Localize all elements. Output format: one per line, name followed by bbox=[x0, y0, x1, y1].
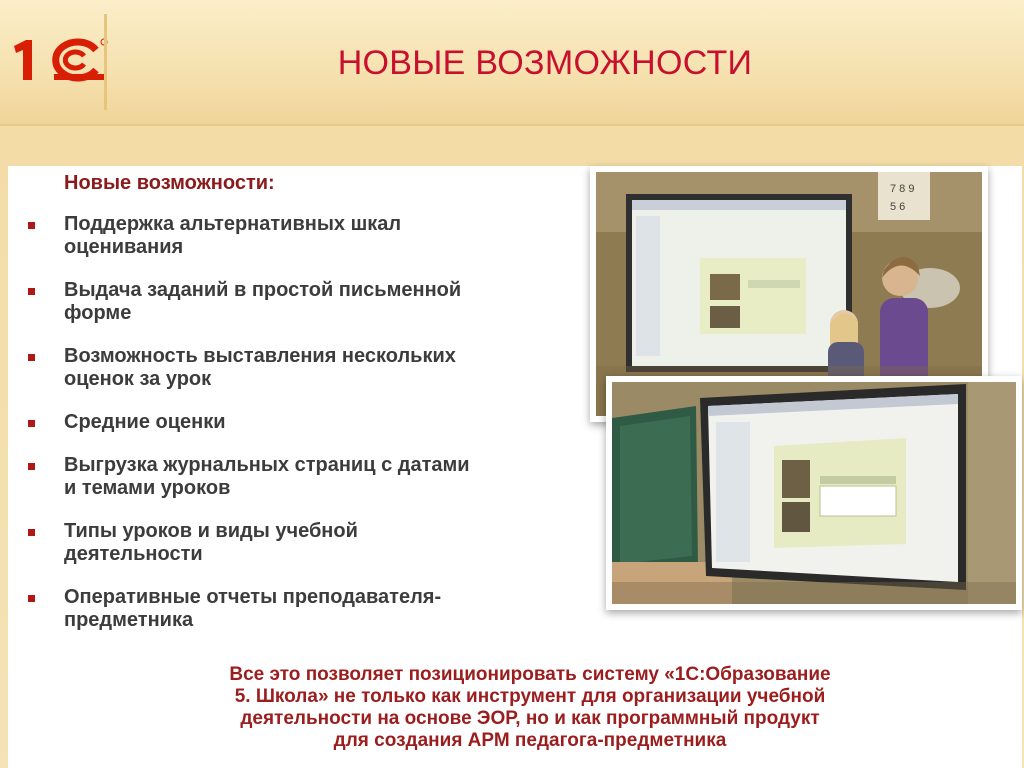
bullet-square-icon bbox=[28, 463, 35, 470]
list-item-line: оценивания bbox=[64, 236, 184, 258]
svg-text:7 8 9: 7 8 9 bbox=[890, 183, 915, 195]
page-title: НОВЫЕ ВОЗМОЖНОСТИ bbox=[337, 44, 753, 82]
list-item-line: оценок за урок bbox=[64, 368, 212, 390]
list-item bbox=[24, 454, 584, 500]
list-item bbox=[24, 279, 584, 325]
bullet-square-icon bbox=[28, 529, 35, 536]
list-item-line: Типы уроков и виды учебной bbox=[64, 520, 358, 542]
list-item bbox=[24, 586, 584, 632]
header-divider bbox=[0, 124, 1024, 126]
list-item-line: Выгрузка журнальных страниц с датами bbox=[64, 454, 470, 476]
svg-text:5 6: 5 6 bbox=[890, 201, 906, 213]
list-item bbox=[24, 213, 584, 259]
summary-line: 5. Школа» не только как инструмент для организации учебной bbox=[234, 686, 826, 707]
bullet-square-icon bbox=[28, 420, 35, 427]
bullet-square-icon bbox=[28, 354, 35, 361]
list-item-line: Выдача заданий в простой письменной bbox=[64, 279, 462, 301]
list-item bbox=[24, 411, 584, 434]
bullet-square-icon bbox=[28, 222, 35, 229]
interactive-board-photo-icon bbox=[606, 376, 1022, 610]
list-item-line: Поддержка альтернативных шкал bbox=[64, 213, 402, 235]
logo-divider bbox=[104, 14, 107, 110]
feature-list bbox=[24, 213, 584, 652]
list-item bbox=[24, 520, 584, 566]
list-item-line: Средние оценки bbox=[64, 411, 226, 433]
bullet-square-icon bbox=[28, 288, 35, 295]
classroom-photo-2 bbox=[606, 376, 1022, 610]
list-item-line: деятельности bbox=[64, 543, 203, 565]
list-item-line: Возможность выставления нескольких bbox=[64, 345, 456, 367]
summary-line: для создания АРМ педагога-предметника bbox=[333, 730, 727, 751]
list-item-line: и темами уроков bbox=[64, 477, 231, 499]
list-item-line: предметника bbox=[64, 609, 194, 631]
section-subtitle: Новые возможности: bbox=[64, 172, 275, 194]
summary-line: деятельности на основе ЭОР, но и как программный продукт bbox=[240, 708, 820, 729]
list-item-line: Оперативные отчеты преподавателя- bbox=[64, 586, 442, 608]
summary-text bbox=[110, 664, 950, 752]
summary-line: Все это позволяет позиционировать систему «1С:Образование bbox=[229, 664, 831, 685]
list-item-line: форме bbox=[64, 302, 132, 324]
bullet-square-icon bbox=[28, 595, 35, 602]
list-item bbox=[24, 345, 584, 391]
1c-logo bbox=[10, 36, 110, 84]
